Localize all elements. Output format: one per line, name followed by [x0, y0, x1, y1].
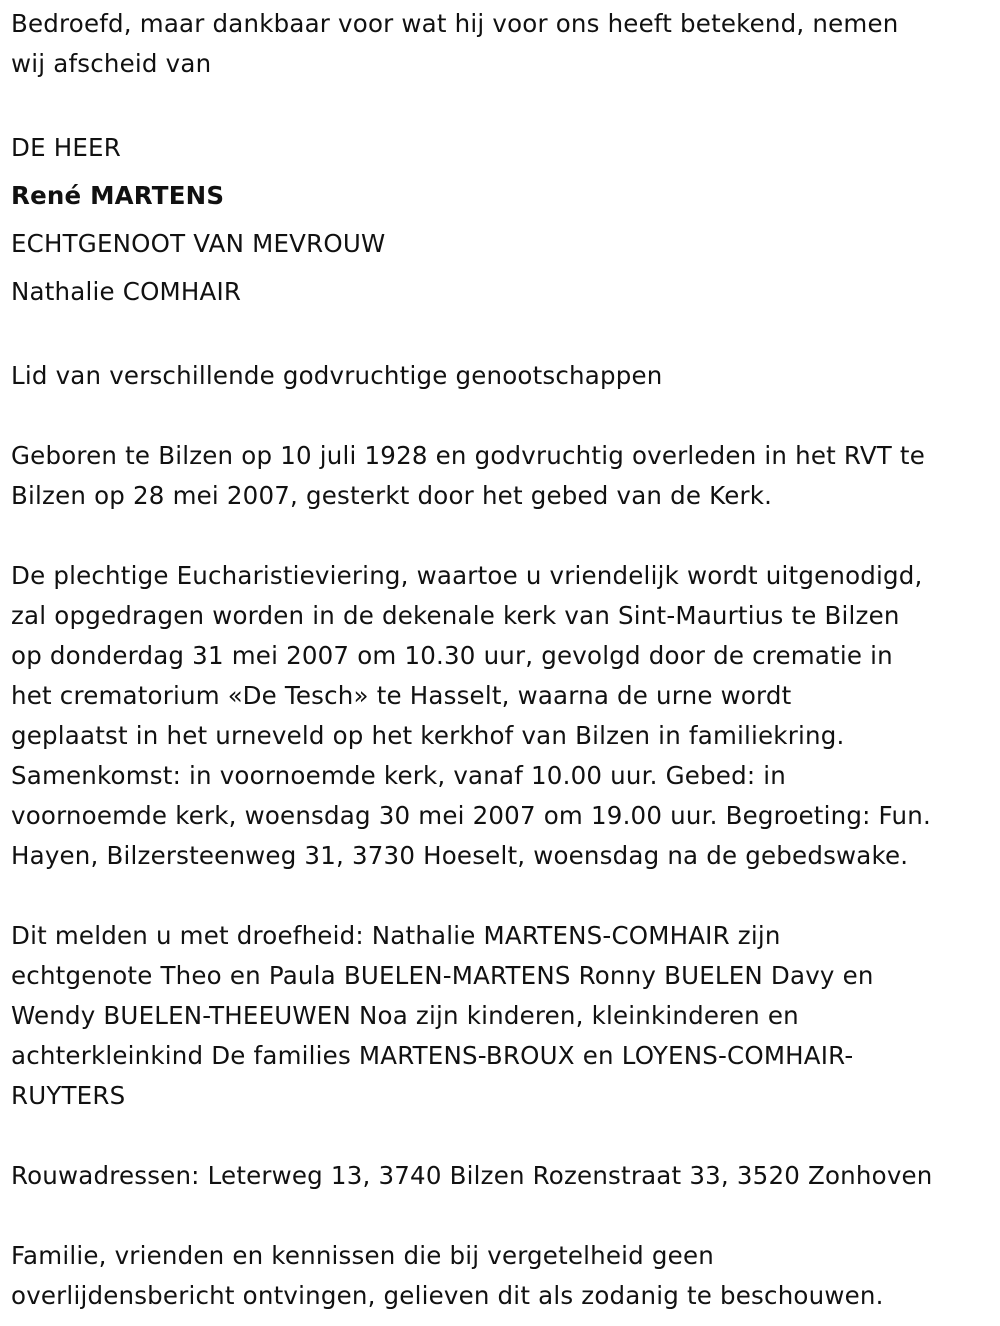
birth-death-line: Geboren te Bilzen op 10 juli 1928 en godvruchtig overleden in het RVT te	[11, 441, 926, 470]
membership-paragraph	[11, 356, 991, 396]
spouse-label: ECHTGENOOT VAN MEVROUW	[11, 229, 386, 258]
deceased-name: René MARTENS	[11, 181, 225, 210]
spacer	[11, 84, 991, 124]
ceremony-paragraph	[11, 556, 991, 876]
spacer	[11, 1196, 991, 1236]
closing-paragraph	[11, 1236, 991, 1316]
ceremony-line: geplaatst in het urneveld op het kerkhof van Bilzen in familiekring.	[11, 721, 845, 750]
birth-death-paragraph	[11, 436, 991, 516]
spacer	[11, 516, 991, 556]
ceremony-line: het crematorium «De Tesch» te Hasselt, waarna de urne wordt	[11, 681, 792, 710]
closing-line: overlijdensbericht ontvingen, gelieven dit als zodanig te beschouwen.	[11, 1281, 884, 1310]
spacer	[11, 876, 991, 916]
spacer	[11, 396, 991, 436]
spouse-name: Nathalie COMHAIR	[11, 277, 242, 306]
birth-death-line: Bilzen op 28 mei 2007, gesterkt door het gebed van de Kerk.	[11, 481, 773, 510]
family-line: RUYTERS	[11, 1081, 126, 1110]
obituary-notice	[11, 4, 991, 1316]
intro-paragraph	[11, 4, 991, 84]
addresses-line: Rouwadressen: Leterweg 13, 3740 Bilzen Rozenstraat 33, 3520 Zonhoven	[11, 1161, 933, 1190]
title-prefix: DE HEER	[11, 133, 121, 162]
family-line: Dit melden u met droefheid: Nathalie MARTENS-COMHAIR zijn	[11, 921, 781, 950]
family-line: echtgenote Theo en Paula BUELEN-MARTENS Ronny BUELEN Davy en	[11, 961, 874, 990]
ceremony-line: op donderdag 31 mei 2007 om 10.30 uur, gevolgd door de crematie in	[11, 641, 893, 670]
ceremony-line: Samenkomst: in voornoemde kerk, vanaf 10.00 uur. Gebed: in	[11, 761, 787, 790]
addresses-paragraph	[11, 1156, 991, 1196]
ceremony-line: De plechtige Eucharistieviering, waartoe u vriendelijk wordt uitgenodigd,	[11, 561, 923, 590]
closing-line: Familie, vrienden en kennissen die bij vergetelheid geen	[11, 1241, 714, 1270]
deceased-block	[11, 124, 991, 316]
spacer	[11, 316, 991, 356]
intro-line: Bedroefd, maar dankbaar voor wat hij voor ons heeft betekend, nemen	[11, 9, 899, 38]
membership-line: Lid van verschillende godvruchtige genootschappen	[11, 361, 663, 390]
family-line: Wendy BUELEN-THEEUWEN Noa zijn kinderen, kleinkinderen en	[11, 1001, 799, 1030]
ceremony-line: voornoemde kerk, woensdag 30 mei 2007 om 19.00 uur. Begroeting: Fun.	[11, 801, 931, 830]
family-paragraph	[11, 916, 991, 1116]
ceremony-line: Hayen, Bilzersteenweg 31, 3730 Hoeselt, woensdag na de gebedswake.	[11, 841, 909, 870]
intro-line: wij afscheid van	[11, 49, 212, 78]
family-line: achterkleinkind De families MARTENS-BROUX en LOYENS-COMHAIR-	[11, 1041, 854, 1070]
ceremony-line: zal opgedragen worden in de dekenale kerk van Sint-Maurtius te Bilzen	[11, 601, 900, 630]
spacer	[11, 1116, 991, 1156]
